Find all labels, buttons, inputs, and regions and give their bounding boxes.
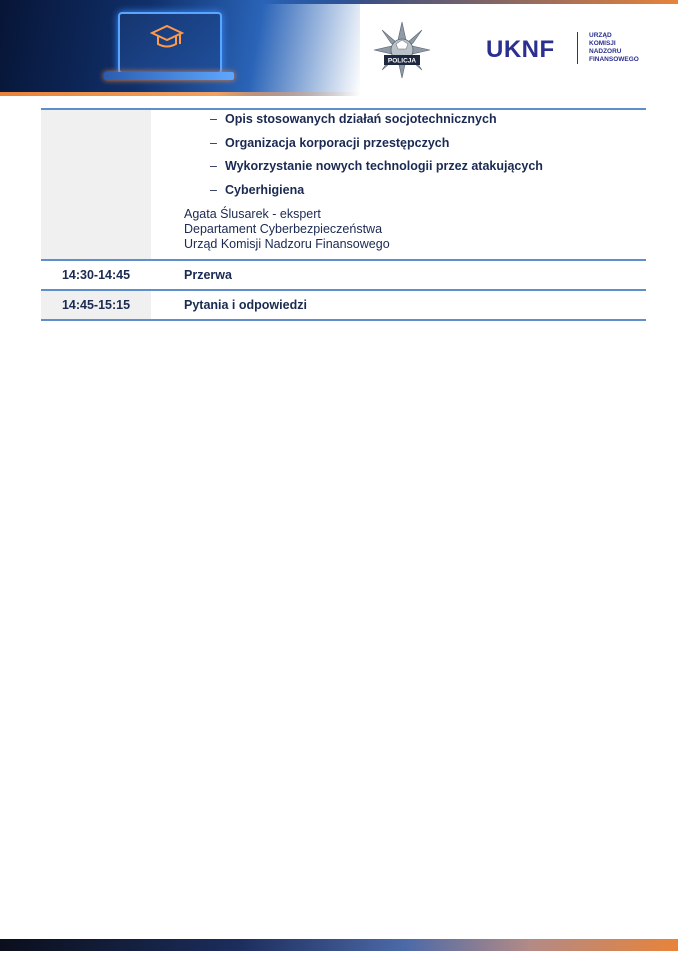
logo-subtitle-line: NADZORU <box>589 48 622 55</box>
agenda-time-cell: 14:30-14:45 <box>41 261 151 289</box>
speaker-organization: Urząd Komisji Nadzoru Finansowego <box>184 237 390 251</box>
bullet-dash: – <box>210 135 217 150</box>
agenda-row-topics <box>41 108 646 261</box>
police-star-emblem <box>372 20 432 80</box>
topic-list <box>184 110 646 205</box>
topic-label: Opis stosowanych działań socjotechnicznych <box>225 112 497 126</box>
badge-label: POLICJA <box>387 57 417 65</box>
agenda-time-cell: 14:45-15:15 <box>41 291 151 319</box>
agenda-row-title: Pytania i odpowiedzi <box>184 298 307 312</box>
list-item <box>184 158 646 182</box>
topic-label: Organizacja korporacji przestępczych <box>225 135 450 150</box>
list-item <box>184 182 646 206</box>
bullet-dash: – <box>210 112 217 126</box>
uknf-logo-subtitle <box>589 32 639 64</box>
topic-label: Wykorzystanie nowych technologii przez atakujących <box>225 159 543 173</box>
page-header <box>0 0 678 98</box>
laptop-base-icon <box>104 72 234 80</box>
uknf-logo: UKNF <box>486 36 555 63</box>
logo-subtitle-line: FINANSOWEGO <box>589 56 639 63</box>
list-item <box>184 111 646 135</box>
agenda-row-break <box>41 261 646 291</box>
list-item <box>184 135 646 159</box>
bullet-dash: – <box>210 159 217 173</box>
agenda-row-title: Przerwa <box>184 268 232 282</box>
agenda-content-cell <box>151 110 646 259</box>
footer-gradient-bar <box>0 939 678 951</box>
logo-subtitle-line: KOMISJI <box>589 40 616 47</box>
agenda-row-qa <box>41 291 646 321</box>
speaker-info <box>184 205 646 259</box>
logo-divider <box>577 32 578 64</box>
speaker-name: Agata Ślusarek - ekspert <box>184 207 321 221</box>
bullet-dash: – <box>210 182 217 197</box>
agenda-table <box>41 108 646 321</box>
speaker-department: Departament Cyberbezpieczeństwa <box>184 222 383 236</box>
logo-subtitle-line: URZĄD <box>589 32 612 39</box>
graduation-cap-icon <box>150 22 184 52</box>
banner-accent-stripe <box>0 92 360 96</box>
topic-label: Cyberhigiena <box>225 182 305 197</box>
agenda-time-cell <box>41 110 151 259</box>
